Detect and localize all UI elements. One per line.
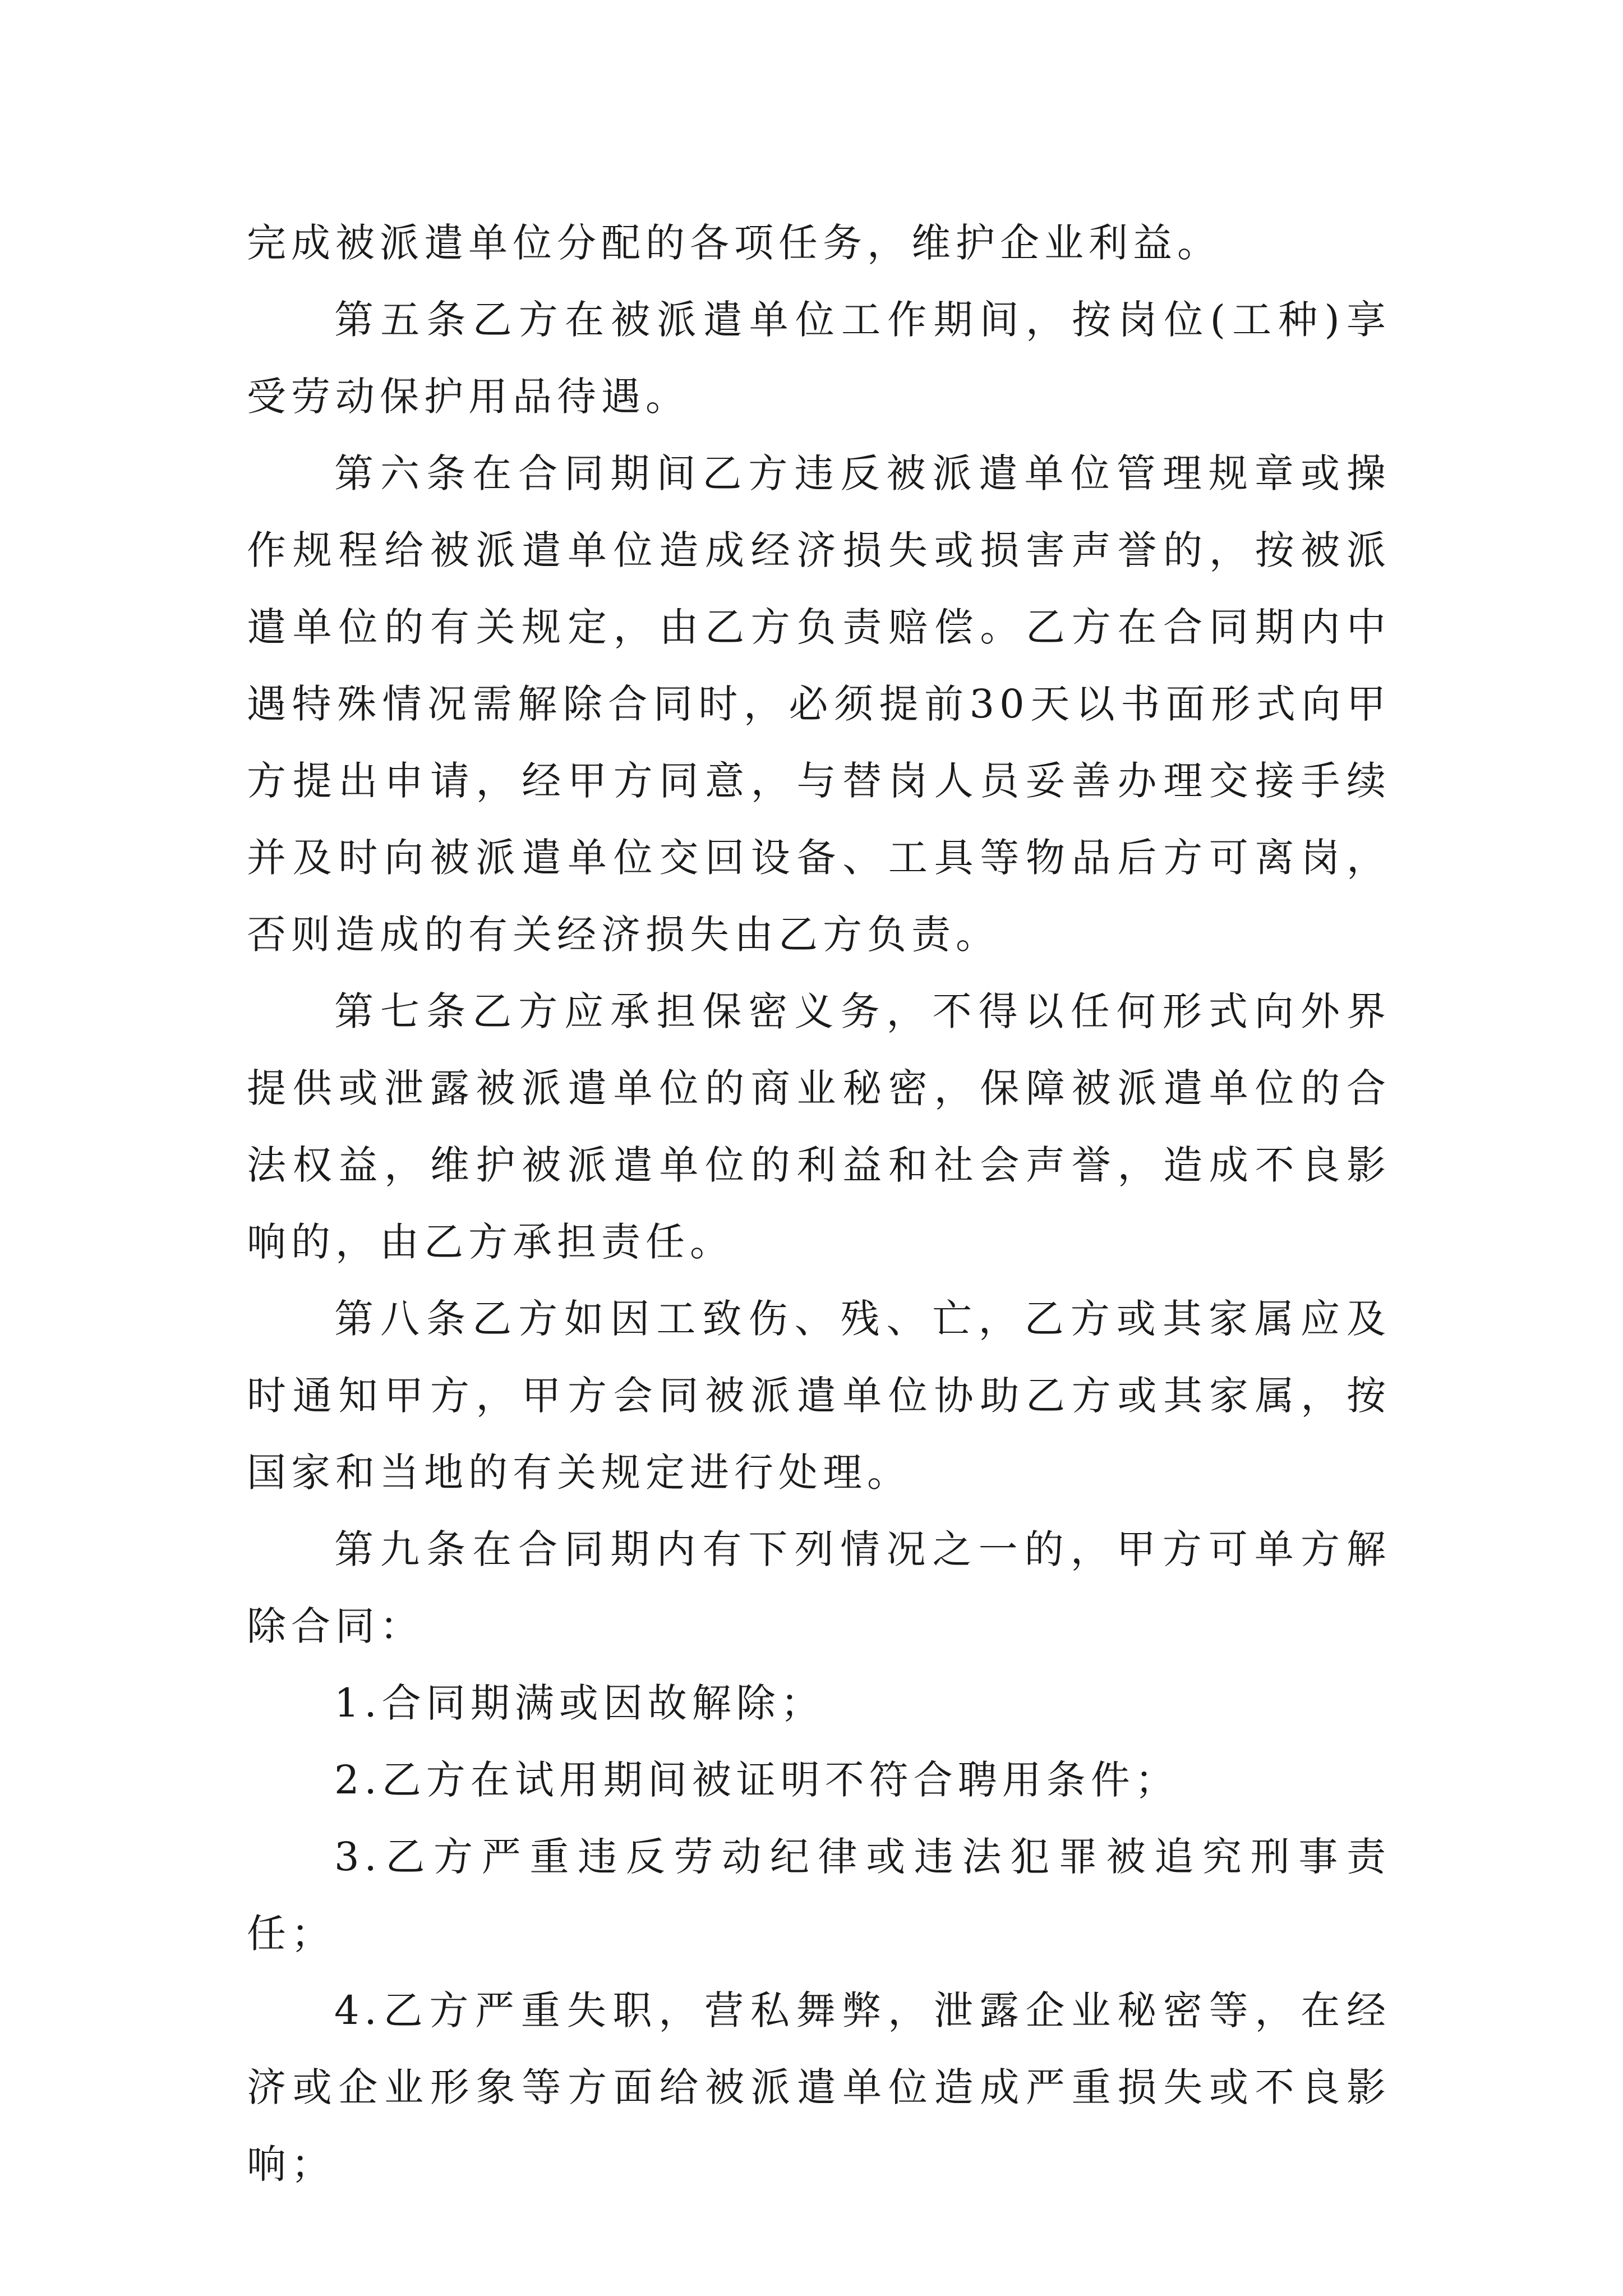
list-item-4: 4.乙方严重失职，营私舞弊，泄露企业秘密等，在经济或企业形象等方面给被派遣单位造成严重损失或不良影响；: [247, 1987, 1391, 2187]
paragraph-article-5: 第五条乙方在被派遣单位工作期间，按岗位(工种)享受劳动保护用品待遇。: [247, 297, 1391, 420]
paragraph-article-9: 第九条在合同期内有下列情况之一的，甲方可单方解除合同：: [247, 1526, 1391, 1649]
list-item-2: 2.乙方在试用期间被证明不符合聘用条件；: [334, 1757, 1179, 1803]
paragraph-continuation: 完成被派遣单位分配的各项任务，维护企业利益。: [247, 220, 1221, 266]
paragraph-article-7: 第七条乙方应承担保密义务，不得以任何形式向外界提供或泄露被派遣单位的商业秘密，保障被派遣单位的合法权益，维护被派遣单位的利益和社会声誉，造成不良影响的，由乙方承担责任。: [247, 988, 1391, 1265]
list-item-1: 1.合同期满或因故解除；: [334, 1680, 825, 1726]
paragraph-article-8: 第八条乙方如因工致伤、残、亡，乙方或其家属应及时通知甲方，甲方会同被派遣单位协助乙方或其家属，按国家和当地的有关规定进行处理。: [247, 1296, 1391, 1496]
paragraph-article-6: 第六条在合同期间乙方违反被派遣单位管理规章或操作规程给被派遣单位造成经济损失或损害声誉的，按被派遣单位的有关规定，由乙方负责赔偿。乙方在合同期内中遇特殊情况需解除合同时，必须提前30天以书面形式向甲方提出申请，经甲方同意，与替岗人员妥善办理交接手续并及时向被派遣单位交回设备、工具等物品后方可离岗，否则造成的有关经济损失由乙方负责。: [247, 450, 1391, 958]
list-item-3: 3.乙方严重违反劳动纪律或违法犯罪被追究刑事责任；: [247, 1834, 1391, 1957]
document-body: [247, 205, 1391, 2203]
